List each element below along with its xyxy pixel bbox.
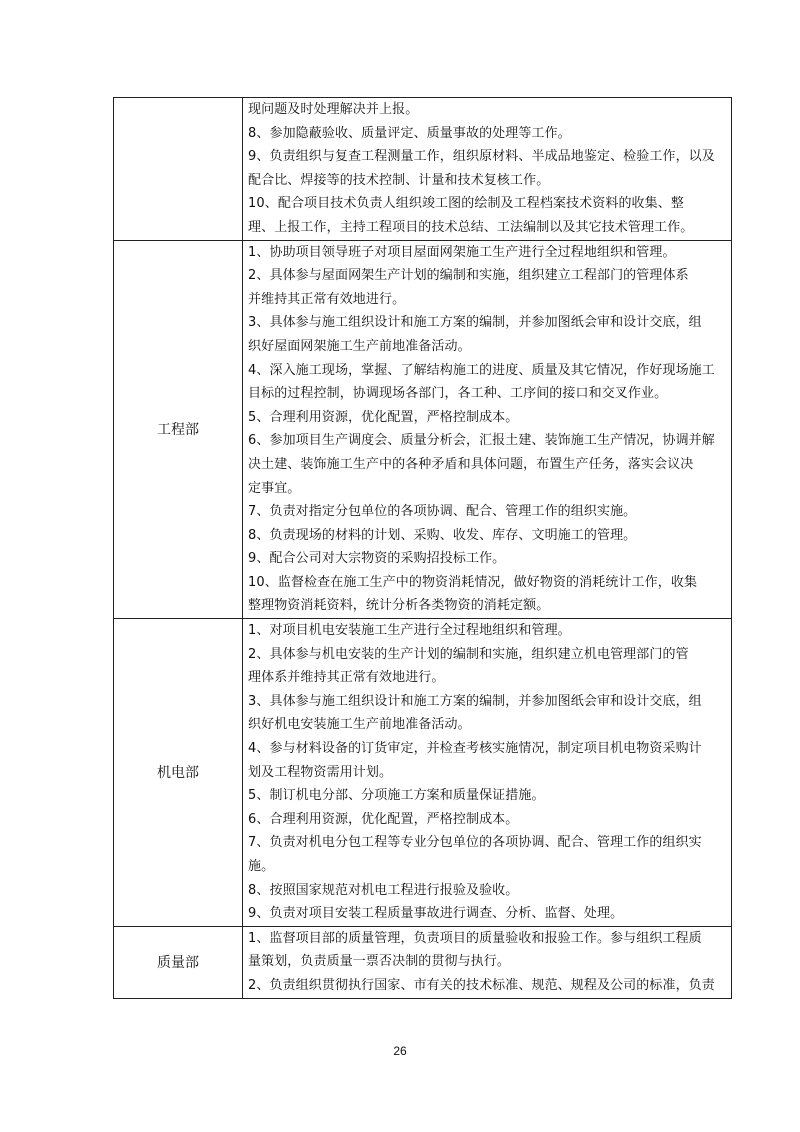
responsibility-line: 7、负责对指定分包单位的各项协调、配合、管理工作的组织实施。 [248, 504, 637, 520]
responsibilities-cell [243, 926, 732, 998]
responsibility-line: 1、对项目机电安装施工生产进行全过程地组织和管理。 [248, 623, 571, 639]
responsibility-line: 7、负责对机电分包工程等专业分包单位的各项协调、配合、管理工作的组织实 [248, 835, 702, 851]
responsibility-line: 定事宜。 [248, 480, 301, 496]
responsibility-line: 6、合理利用资源，优化配置，严格控制成本。 [248, 811, 519, 827]
responsibility-line: 织好机电安装施工生产前地准备活动。 [248, 717, 471, 733]
responsibility-line: 3、具体参与施工组织设计和施工方案的编制，并参加图纸会审和设计交底，组 [248, 693, 702, 709]
table-row [114, 240, 732, 619]
responsibility-line: 现问题及时处理解决并上报。 [248, 102, 419, 117]
responsibility-line: 2、负责组织贯彻执行国家、市有关的技术标准、规范、规程及公司的标准，负责 [248, 977, 715, 993]
responsibility-line: 4、深入施工现场，掌握、了解结构施工的进度、质量及其它情况，作好现场施工 [248, 362, 715, 378]
department-cell [114, 98, 243, 241]
responsibility-line: 6、参加项目生产调度会、质量分析会，汇报土建、装饰施工生产情况，协调并解 [248, 433, 715, 449]
table-row [114, 619, 732, 927]
responsibility-line: 整理物资消耗资料，统计分析各类物资的消耗定额。 [248, 598, 550, 614]
responsibility-line: 理体系并维持其正常有效地进行。 [248, 670, 445, 686]
responsibility-line: 5、制订机电分部、分项施工方案和质量保证措施。 [248, 788, 545, 804]
responsibility-line: 5、合理利用资源，优化配置，严格控制成本。 [248, 409, 519, 425]
table-row [114, 98, 732, 241]
responsibility-line: 施。 [248, 859, 275, 874]
responsibility-line: 9、负责组织与复查工程测量工作，组织原材料、半成品地鉴定、检验工作，以及 [248, 149, 715, 165]
responsibility-line: 10、监督检查在施工生产中的物资消耗情况，做好物资的消耗统计工作，收集 [248, 574, 698, 590]
responsibility-line: 1、监督项目部的质量管理，负责项目的质量验收和报验工作。参与组织工程质 [248, 930, 702, 946]
responsibilities-cell [243, 240, 732, 619]
responsibility-table [113, 97, 732, 999]
responsibilities-cell [243, 619, 732, 927]
responsibility-line: 目标的过程控制，协调现场各部门，各工种、工序间的接口和交叉作业。 [248, 386, 668, 402]
responsibility-line: 8、负责现场的材料的计划、采购、收发、库存、文明施工的管理。 [248, 527, 637, 543]
responsibilities-cell [243, 98, 732, 241]
responsibility-line: 3、具体参与施工组织设计和施工方案的编制，并参加图纸会审和设计交底，组 [248, 315, 702, 331]
responsibility-line: 理、上报工作，主持工程项目的技术总结、工法编制以及其它技术管理工作。 [248, 219, 694, 235]
responsibility-line: 织好屋面网架施工生产前地准备活动。 [248, 338, 471, 354]
responsibility-line: 8、按照国家规范对机电工程进行报验及验收。 [248, 882, 519, 898]
responsibility-line: 配合比、焊接等的技术控制、计量和技术复核工作。 [248, 172, 550, 188]
responsibility-line: 9、负责对项目安装工程质量事故进行调查、分析、监督、处理。 [248, 906, 624, 922]
department-cell: 质量部 [114, 926, 243, 998]
responsibility-line: 并维持其正常有效地进行。 [248, 291, 406, 307]
department-cell: 工程部 [114, 240, 243, 619]
responsibility-line: 划及工程物资需用计划。 [248, 764, 393, 780]
responsibility-line: 10、配合项目技术负责人组织竣工图的绘制及工程档案技术资料的收集、整 [248, 196, 684, 212]
responsibility-line: 9、配合公司对大宗物资的采购招投标工作。 [248, 551, 506, 567]
page-number: 26 [393, 1044, 407, 1058]
responsibility-line: 量策划，负责质量一票否决制的贯彻与执行。 [248, 954, 511, 970]
responsibility-line: 决土建、装饰施工生产中的各种矛盾和具体问题，布置生产任务，落实会议决 [248, 456, 694, 472]
responsibility-line: 4、参与材料设备的订货审定，并检查考核实施情况，制定项目机电物资采购计 [248, 741, 702, 757]
responsibility-line: 1、协助项目领导班子对项目屋面网架施工生产进行全过程地组织和管理。 [248, 244, 676, 260]
table-row [114, 926, 732, 998]
responsibility-line: 8、参加隐蔽验收、质量评定、质量事故的处理等工作。 [248, 125, 571, 141]
department-cell: 机电部 [114, 619, 243, 927]
responsibility-line: 2、具体参与屋面网架生产计划的编制和实施，组织建立工程部门的管理体系 [248, 268, 689, 284]
responsibility-line: 2、具体参与机电安装的生产计划的编制和实施，组织建立机电管理部门的管 [248, 646, 689, 662]
